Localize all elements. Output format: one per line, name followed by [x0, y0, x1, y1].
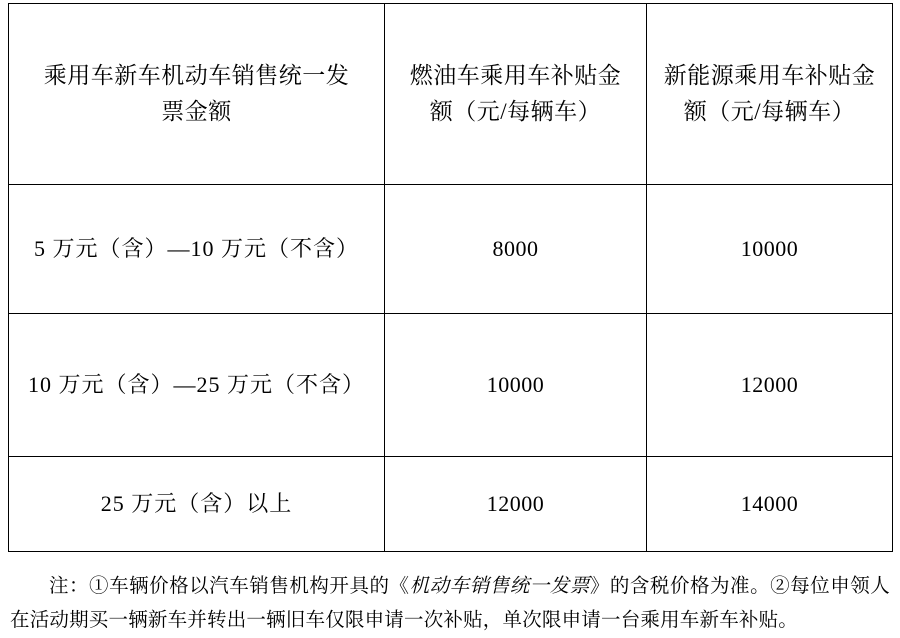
- row-label: 10 万元（含）—25 万元（不含）: [9, 314, 385, 457]
- table-header: [9, 4, 893, 185]
- row-nev-value: 14000: [647, 457, 893, 552]
- table-body: [9, 185, 893, 552]
- table-header-row: [9, 4, 893, 185]
- row-fuel-value: 12000: [385, 457, 647, 552]
- row-label: 5 万元（含）—10 万元（不含）: [9, 185, 385, 314]
- row-fuel-value: 8000: [385, 185, 647, 314]
- row-fuel-value: 10000: [385, 314, 647, 457]
- table-row: [9, 185, 893, 314]
- footnote-emphasis: 机动车销售统一发票: [409, 576, 590, 597]
- row-nev-value: 12000: [647, 314, 893, 457]
- footnote-part-two: 》的含税价格为准。②每位申领人在活动期买一辆新车并转出一辆旧车仅限申请一次补贴，单次限申请一台乘用车新车补贴。: [10, 576, 890, 632]
- row-nev-value: 10000: [647, 185, 893, 314]
- table-row: [9, 457, 893, 552]
- footnote-part-one: 注：①车辆价格以汽车销售机构开具的《: [49, 576, 410, 597]
- column-header-invoice-amount: 乘用车新车机动车销售统一发票金额: [9, 4, 385, 185]
- table-footnote: [10, 570, 890, 638]
- column-header-fuel-subsidy: 燃油车乘用车补贴金额（元/每辆车）: [385, 4, 647, 185]
- document-page: [0, 3, 900, 632]
- row-label: 25 万元（含）以上: [9, 457, 385, 552]
- subsidy-table: [8, 3, 893, 552]
- column-header-nev-subsidy: 新能源乘用车补贴金额（元/每辆车）: [647, 4, 893, 185]
- table-row: [9, 314, 893, 457]
